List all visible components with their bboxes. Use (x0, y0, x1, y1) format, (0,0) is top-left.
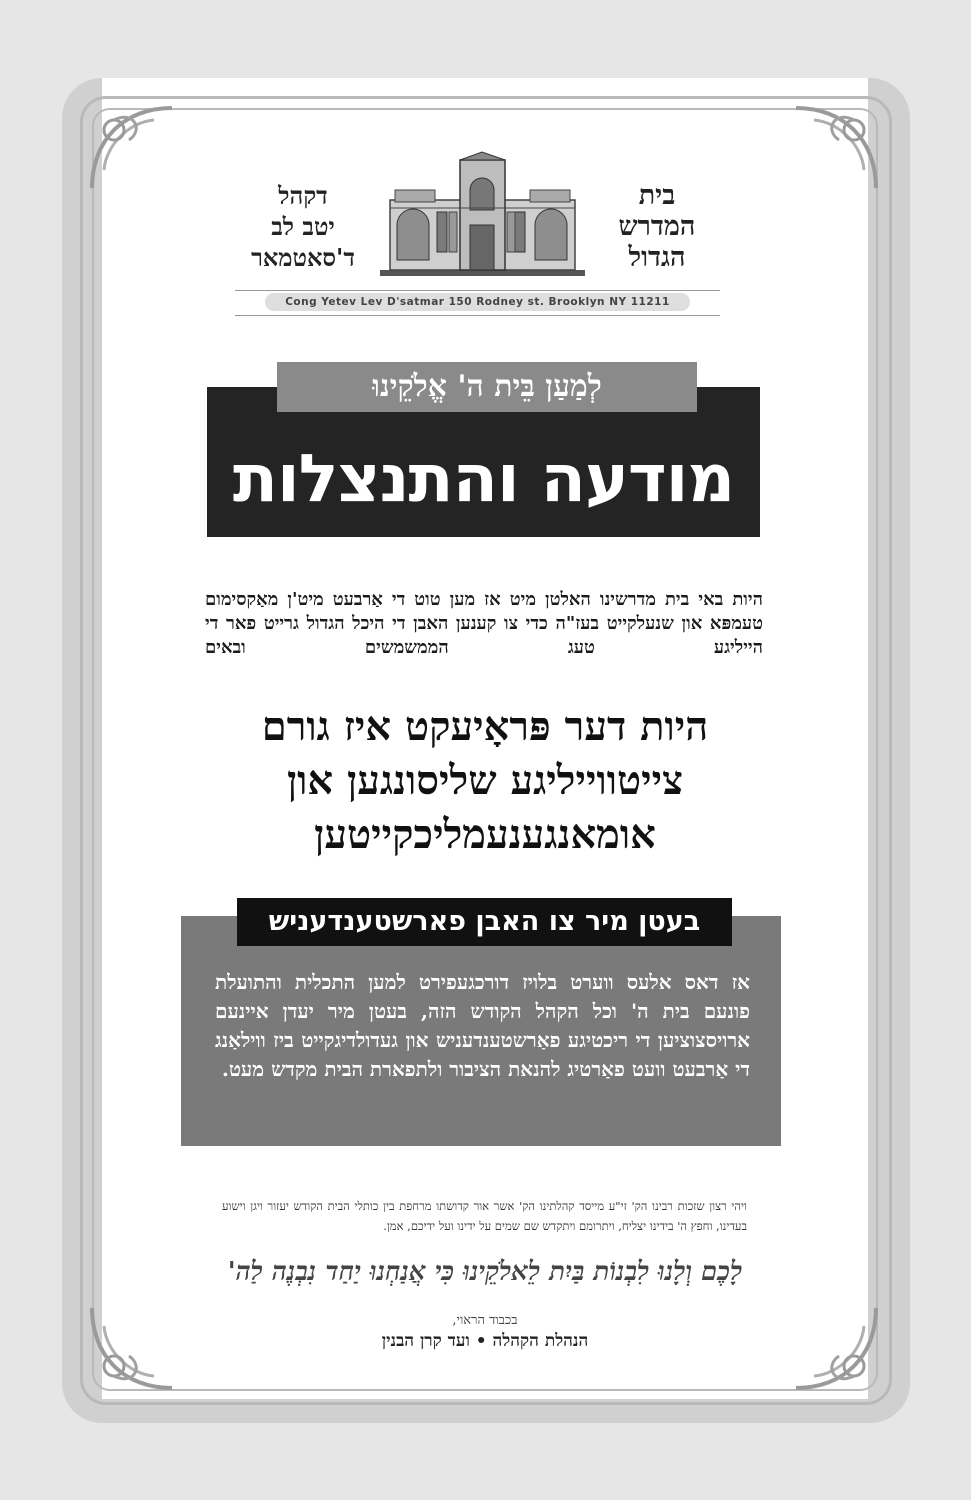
header (230, 150, 730, 280)
headline: היות דער פּראָיעקט איז גורם צייטווייליגע שליסונגען און אומאנגענעמליכקייטען (261, 703, 709, 858)
signers-line: הנהלת הקהלה • ועד קרן הבנין (381, 1331, 589, 1351)
address-text: Cong Yetev Lev D'satmar 150 Rodney st. Brooklyn NY 11211 (265, 293, 690, 311)
divider (235, 290, 720, 291)
blessing-text: ויהי רצון שזכות רבינו הק' זי"ע מייסד קהלתינו הק' אשר אור קדושתו מרחפת בין כותלי הבית הקודש יעזור ויגן וישוע בעדינו, וחפץ ה' בידינו יצליח, ויתרומם ויתקדש שם שמים על ידינו ועל ידיכם, אמן. (222, 1199, 747, 1233)
corner-ornament-icon (84, 1300, 180, 1396)
divider (235, 315, 720, 316)
corner-ornament-icon (84, 100, 180, 196)
synagogue-building-icon (375, 150, 590, 280)
congregation-name-line: ד'סאטמאר (251, 243, 355, 272)
respect-line: בכבוד הראוי, (452, 1313, 518, 1328)
congregation-name (238, 180, 368, 273)
request-box-title: בעטן מיר צו האבן פארשטענדעניש (237, 898, 732, 946)
announcement-title: מודעה והתנצלות (232, 440, 735, 517)
congregation-name-line: יטב לב (271, 212, 335, 241)
verse-quote: לָכֶם וְלָנוּ לִבְנוֹת בַּיִת לֵאלֹקֵינוּ כִּי אֲנַחְנוּ יַחַד נִבְנֶה לַה' (227, 1257, 743, 1287)
institution-name (592, 180, 722, 273)
institution-name-line: בית (638, 180, 676, 211)
corner-ornament-icon (788, 1300, 884, 1396)
intro-paragraph: היות באי בית מדרשינו האלטן מיט אז מען טוט די אַרבעט מיט'ן מאַקסימום טעמפּא און שנעלקייט בעז"ה כדי צו קענען האבן די היכל הגדול גרייט פאר די הייליגע טעג הממשמשים ובאים (205, 589, 763, 658)
banner-subtitle: לְמַעַן בֵּית ה' אֱלֹקֵינוּ (277, 362, 697, 412)
address-bar (235, 290, 720, 316)
institution-name-line: המדרש (618, 211, 696, 242)
institution-name-line: הגדול (628, 242, 686, 273)
request-box-body: אז דאס אלעס ווערט בלויז דורכגעפירט למען התכלית והתועלת פונעם בית ה' וכל הקהל הקודש הזה, בעטן מיר יעדן איינעם ארויסצוציען די ריכטיגע פאַרשטענדעניש און געדולדיגקייט ביז ווילאַנג די אַרבעט וועט פאַרטיג להנאת הציבור ולתפארת הבית מקדש מעט. (215, 970, 750, 1081)
congregation-name-line: דקהל (278, 181, 328, 210)
corner-ornament-icon (788, 100, 884, 196)
